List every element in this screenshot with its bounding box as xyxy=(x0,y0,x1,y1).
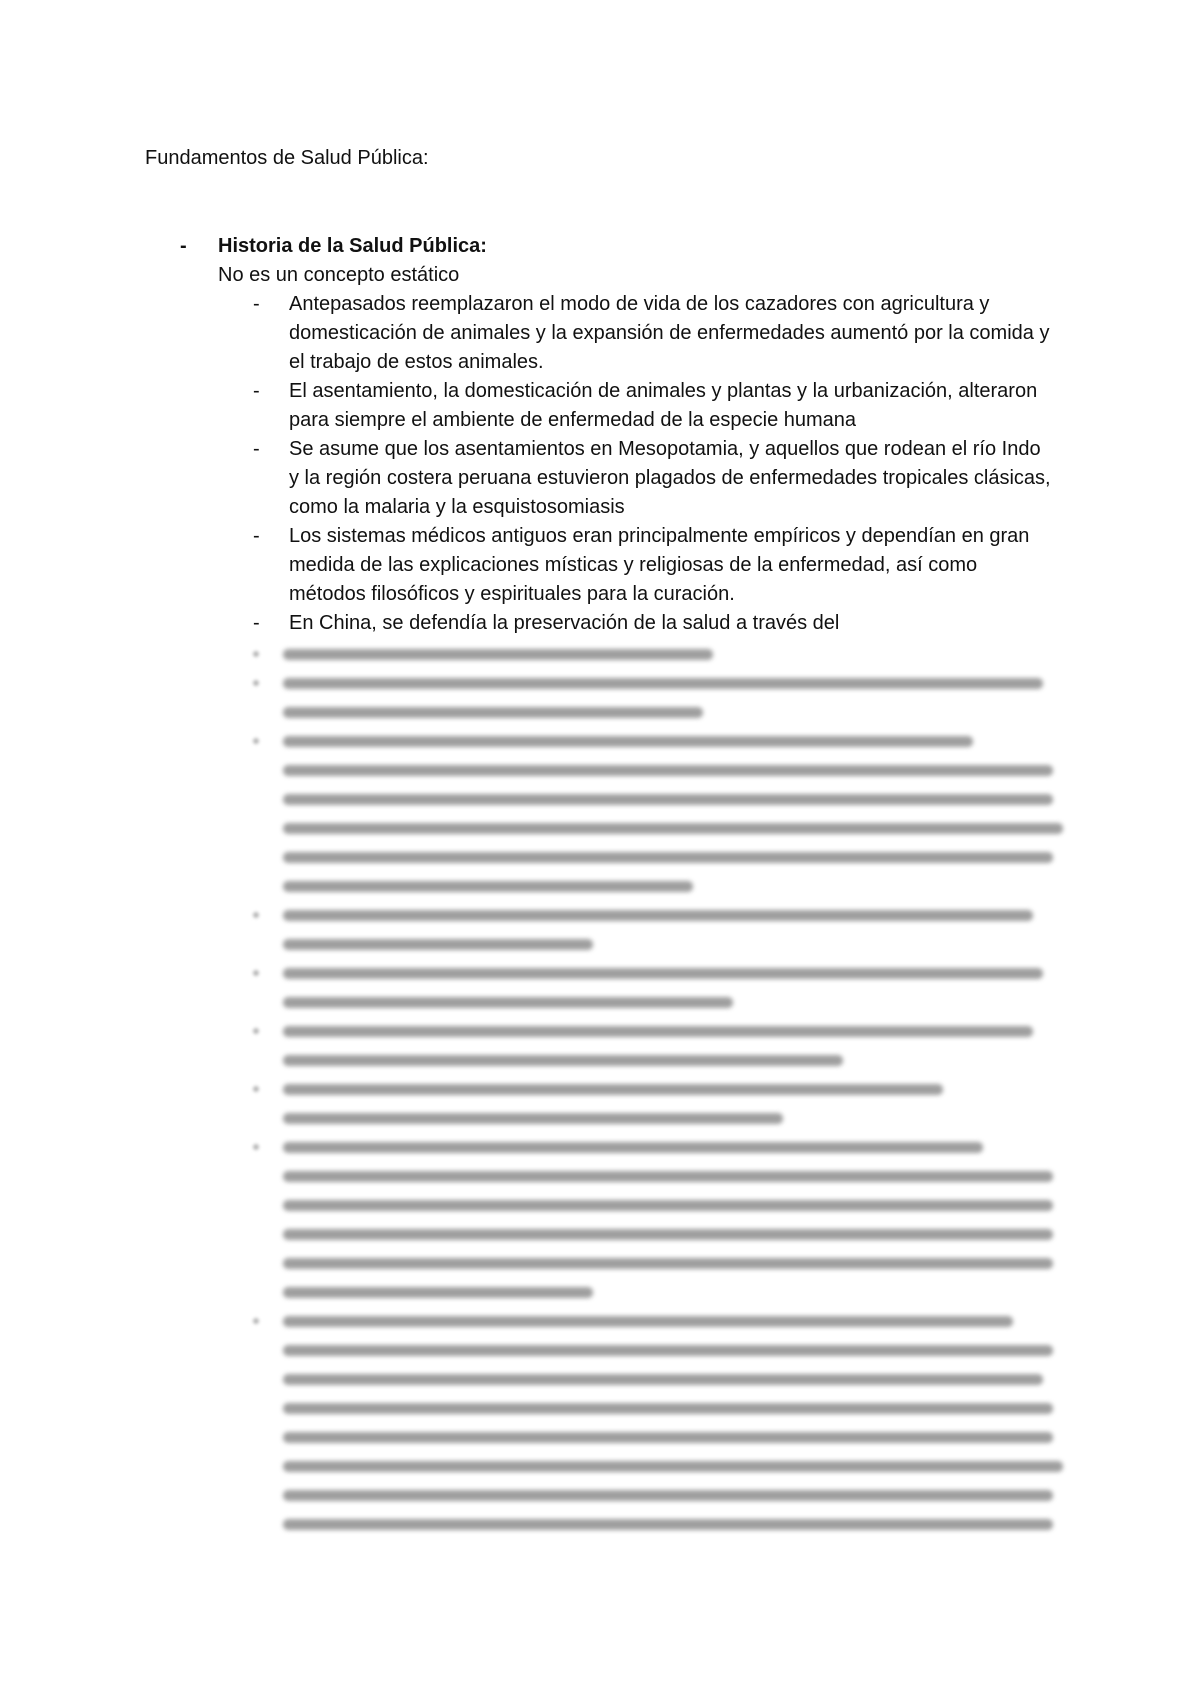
blurred-line xyxy=(247,727,1067,756)
blurred-line xyxy=(247,1162,1067,1191)
blurred-line xyxy=(247,1510,1067,1539)
blurred-line xyxy=(247,1104,1067,1133)
blurred-line xyxy=(247,1046,1067,1075)
blurred-line xyxy=(247,1133,1067,1162)
blurred-text-bar xyxy=(283,1374,1043,1385)
section-intro: No es un concepto estático xyxy=(218,264,460,286)
blurred-line xyxy=(247,1365,1067,1394)
list-item xyxy=(253,377,1053,435)
blurred-bullet xyxy=(253,651,259,657)
blurred-text-bar xyxy=(283,649,713,660)
blurred-text-bar xyxy=(283,1200,1053,1211)
blurred-line xyxy=(247,1017,1067,1046)
blurred-text-bar xyxy=(283,1432,1053,1443)
blurred-text-bar xyxy=(283,765,1053,776)
blurred-text-bar xyxy=(283,1113,783,1124)
blurred-line xyxy=(247,669,1067,698)
section-heading xyxy=(180,232,1080,261)
list-item xyxy=(253,435,1053,522)
blurred-line xyxy=(247,1220,1067,1249)
blurred-bullet xyxy=(253,970,259,976)
document-title: Fundamentos de Salud Pública: xyxy=(145,147,429,169)
blurred-text-bar xyxy=(283,968,1043,979)
list-item xyxy=(253,290,1053,377)
blurred-line xyxy=(247,901,1067,930)
blurred-text-bar xyxy=(283,997,733,1008)
blurred-bullet xyxy=(253,1086,259,1092)
section-bullet: - xyxy=(180,235,187,257)
blurred-line xyxy=(247,988,1067,1017)
blurred-line xyxy=(247,785,1067,814)
blurred-line xyxy=(247,1278,1067,1307)
blurred-line xyxy=(247,1307,1067,1336)
blurred-text-bar xyxy=(283,1316,1013,1327)
list-item xyxy=(253,609,1053,638)
blurred-line xyxy=(247,1423,1067,1452)
list-bullet: - xyxy=(253,293,260,315)
blurred-bullet xyxy=(253,1144,259,1150)
blurred-text-bar xyxy=(283,1287,593,1298)
blurred-text-bar xyxy=(283,1142,983,1153)
blurred-bullet xyxy=(253,738,259,744)
list-bullet: - xyxy=(253,612,260,634)
blurred-text-bar xyxy=(283,1258,1053,1269)
blurred-bullet xyxy=(253,912,259,918)
blurred-line xyxy=(247,1075,1067,1104)
blurred-line xyxy=(247,756,1067,785)
blurred-text-bar xyxy=(283,678,1043,689)
blurred-text-bar xyxy=(283,707,703,718)
blurred-line xyxy=(247,814,1067,843)
list-bullet: - xyxy=(253,438,260,460)
blurred-text-bar xyxy=(283,1345,1053,1356)
blurred-line xyxy=(247,1191,1067,1220)
blurred-line xyxy=(247,930,1067,959)
blurred-line xyxy=(247,1452,1067,1481)
blurred-bullet xyxy=(253,1318,259,1324)
blurred-text-bar xyxy=(283,910,1033,921)
blurred-line xyxy=(247,1394,1067,1423)
blurred-line xyxy=(247,698,1067,727)
blurred-text-bar xyxy=(283,1461,1063,1472)
list-item-text: El asentamiento, la domesticación de animales y plantas y la urbanización, alteraron para siempre el ambiente de enfermedad de la especie humana xyxy=(289,380,1038,431)
blurred-text-bar xyxy=(283,823,1063,834)
list-bullet: - xyxy=(253,525,260,547)
blurred-text-bar xyxy=(283,1055,843,1066)
list-item-text: Se asume que los asentamientos en Mesopotamia, y aquellos que rodean el río Indo y la región costera peruana estuvieron plagados de enfermedades tropicales clásicas, como la malaria y la esquistosomiasis xyxy=(289,438,1051,518)
blurred-text-bar xyxy=(283,1490,1053,1501)
blurred-line xyxy=(247,1481,1067,1510)
blurred-text-bar xyxy=(283,1171,1053,1182)
blurred-line xyxy=(247,843,1067,872)
blurred-line xyxy=(247,640,1067,669)
blurred-text-bar xyxy=(283,736,973,747)
section-historia xyxy=(180,232,1080,638)
blurred-bullet xyxy=(253,1028,259,1034)
list-item-text: En China, se defendía la preservación de la salud a través del xyxy=(289,612,840,634)
list-bullet: - xyxy=(253,380,260,402)
blurred-text-bar xyxy=(283,939,593,950)
blurred-content xyxy=(247,640,1067,1539)
blurred-text-bar xyxy=(283,852,1053,863)
blurred-text-bar xyxy=(283,1403,1053,1414)
blurred-text-bar xyxy=(283,1519,1053,1530)
blurred-text-bar xyxy=(283,1026,1033,1037)
blurred-line xyxy=(247,1249,1067,1278)
blurred-line xyxy=(247,1336,1067,1365)
blurred-text-bar xyxy=(283,1229,1053,1240)
list-item-text: Los sistemas médicos antiguos eran principalmente empíricos y dependían en gran medida de las explicaciones místicas y religiosas de la enfermedad, así como métodos filosóficos y espirituales para la curación. xyxy=(289,525,1030,605)
list-item xyxy=(253,522,1053,609)
blurred-line xyxy=(247,959,1067,988)
blurred-line xyxy=(247,872,1067,901)
blurred-bullet xyxy=(253,680,259,686)
list-item-text: Antepasados reemplazaron el modo de vida de los cazadores con agricultura y domesticación de animales y la expansión de enfermedades aumentó por la comida y el trabajo de estos animales. xyxy=(289,293,1050,373)
blurred-text-bar xyxy=(283,881,693,892)
bullet-list xyxy=(253,290,1053,638)
blurred-text-bar xyxy=(283,1084,943,1095)
blurred-text-bar xyxy=(283,794,1053,805)
section-heading-text: Historia de la Salud Pública: xyxy=(218,235,487,257)
